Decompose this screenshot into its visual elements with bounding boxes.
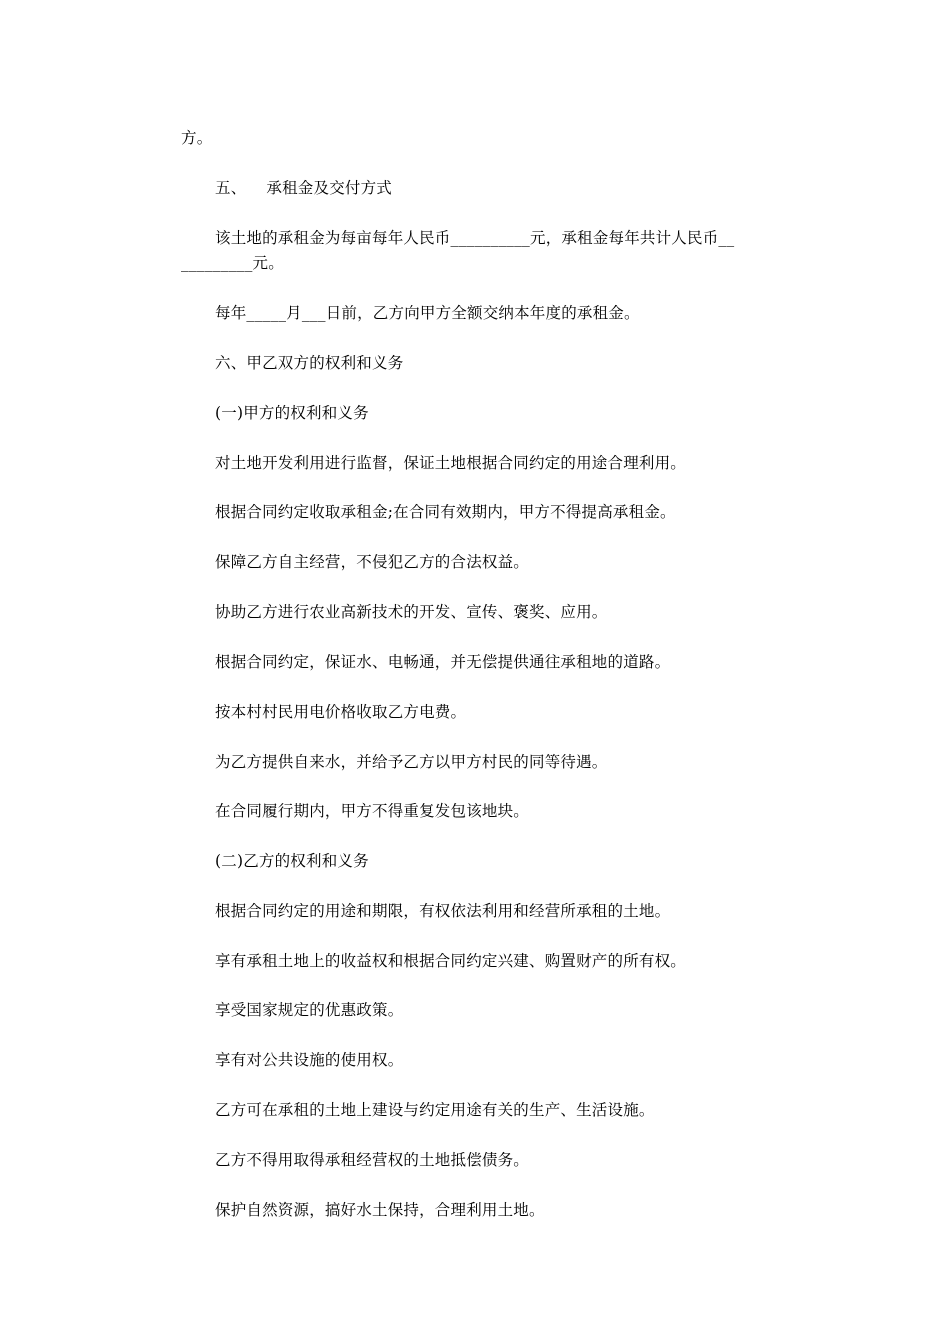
paragraph: 根据合同约定，保证水、电畅通，并无偿提供通往承租地的道路。 <box>215 653 671 671</box>
paragraph: 协助乙方进行农业高新技术的开发、宣传、褒奖、应用。 <box>215 603 608 621</box>
section-title: 承租金及交付方式 <box>266 179 393 197</box>
paragraph: 保护自然资源，搞好水土保持，合理利用土地。 <box>215 1201 545 1219</box>
paragraph: 为乙方提供自来水，并给予乙方以甲方村民的同等待遇。 <box>215 753 608 771</box>
rent-amount-line-1: 该土地的承租金为每亩每年人民币__________元，承租金每年共计人民币__ <box>215 229 735 247</box>
paragraph: 乙方可在承租的土地上建设与约定用途有关的生产、生活设施。 <box>215 1101 655 1119</box>
paragraph-continuation: 方。 <box>181 129 213 147</box>
paragraph: 按本村村民用电价格收取乙方电费。 <box>215 703 467 721</box>
paragraph: 根据合同约定收取承租金;在合同有效期内，甲方不得提高承租金。 <box>215 503 676 521</box>
paragraph: 享有对公共设施的使用权。 <box>215 1051 404 1069</box>
section-heading-5 <box>215 176 392 200</box>
paragraph: 保障乙方自主经营，不侵犯乙方的合法权益。 <box>215 553 530 571</box>
paragraph: 根据合同约定的用途和期限，有权依法利用和经营所承租的土地。 <box>215 902 671 920</box>
paragraph: 享受国家规定的优惠政策。 <box>215 1001 404 1019</box>
paragraph: 享有承租土地上的收益权和根据合同约定兴建、购置财产的所有权。 <box>215 952 687 970</box>
section-number: 五、 <box>215 179 247 197</box>
subsection-heading-party-a: (一)甲方的权利和义务 <box>215 404 369 422</box>
paragraph: 乙方不得用取得承租经营权的土地抵偿债务。 <box>215 1151 530 1169</box>
paragraph: 对土地开发利用进行监督，保证土地根据合同约定的用途合理利用。 <box>215 454 687 472</box>
rent-amount-line-2: _________元。 <box>181 254 284 272</box>
payment-date-paragraph: 每年_____月___日前，乙方向甲方全额交纳本年度的承租金。 <box>215 304 640 322</box>
subsection-heading-party-b: (二)乙方的权利和义务 <box>215 852 369 870</box>
section-heading-6: 六、甲乙双方的权利和义务 <box>215 354 404 372</box>
paragraph: 在合同履行期内，甲方不得重复发包该地块。 <box>215 802 530 820</box>
